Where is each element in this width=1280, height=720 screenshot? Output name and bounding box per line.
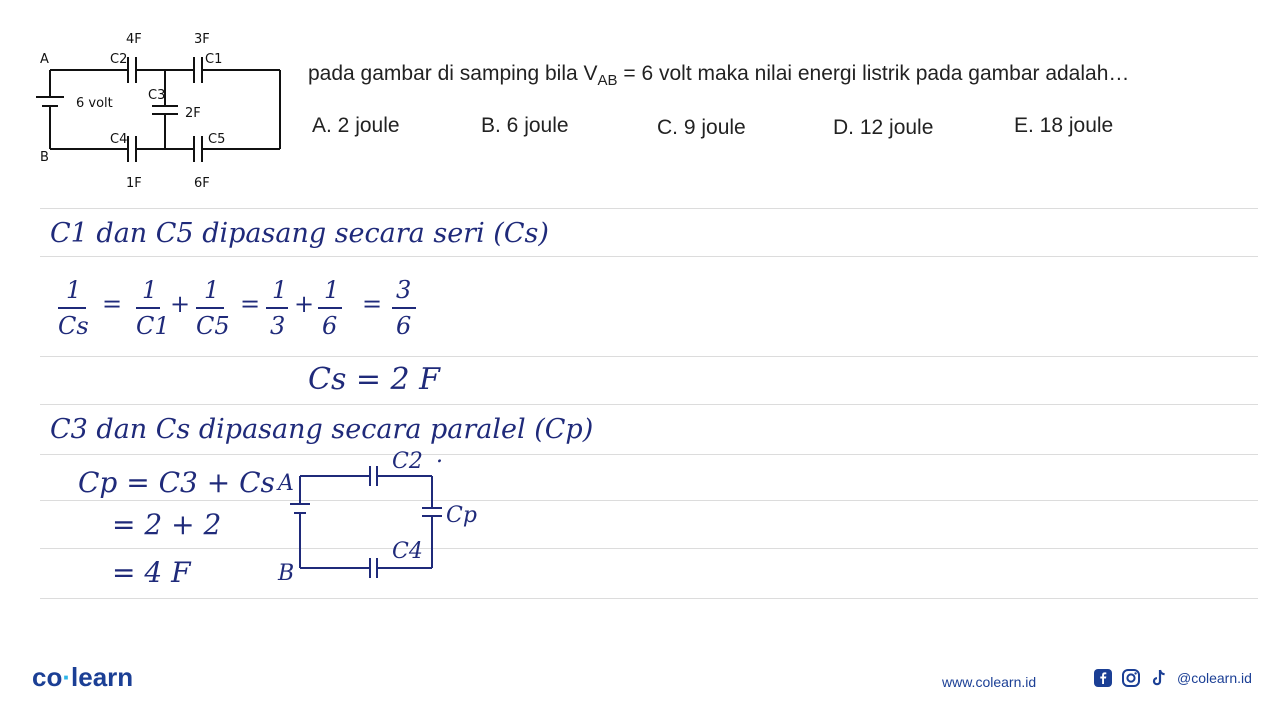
ruled-line: [40, 598, 1258, 599]
node-a-label: A: [40, 52, 49, 67]
option-d: D. 12 joule: [833, 116, 934, 139]
frac-lhs-num: 1: [66, 276, 82, 304]
mini-circuit-diagram: [276, 444, 486, 588]
node-b-label: B: [40, 150, 49, 165]
frac-eq1: =: [102, 290, 123, 318]
c3-name: C3: [148, 88, 166, 103]
frac-plus1: +: [170, 290, 191, 318]
question-subscript: AB: [597, 72, 618, 90]
c5-value: 6F: [194, 176, 210, 191]
option-e: E. 18 joule: [1014, 114, 1114, 137]
solution-cp-sum: = 2 + 2: [112, 508, 222, 541]
social-links: [1093, 668, 1252, 688]
frac-lhs-den: Cs: [58, 312, 89, 340]
circuit-diagram: [30, 25, 290, 195]
ruled-line: [40, 208, 1258, 209]
c4-value: 1F: [126, 176, 142, 191]
mini-c4-label: C4: [392, 539, 423, 564]
c2-value: 4F: [126, 32, 142, 47]
solution-cp-formula: Cp = C3 + Cs: [78, 466, 275, 499]
frac-4-den: 6: [322, 312, 338, 340]
facebook-icon[interactable]: [1093, 668, 1113, 688]
ruled-line: [40, 548, 1258, 549]
question-text: [308, 62, 1129, 89]
solution-line-series: C1 dan C5 dipasang secara seri (Cs): [50, 218, 549, 249]
c5-name: C5: [208, 132, 226, 147]
frac-eq2: =: [240, 290, 261, 318]
ruled-line: [40, 454, 1258, 455]
frac-2-num: 1: [204, 276, 220, 304]
question-text-after: = 6 volt maka nilai energi listrik pada gambar adalah…: [617, 62, 1130, 85]
frac-5-num: 3: [396, 276, 412, 304]
frac-eq3: =: [362, 290, 383, 318]
instagram-icon[interactable]: [1121, 668, 1141, 688]
frac-3-den: 3: [270, 312, 286, 340]
c1-name: C1: [205, 52, 223, 67]
tiktok-icon[interactable]: [1149, 668, 1169, 688]
option-b: B. 6 joule: [481, 114, 569, 137]
solution-cs-result: Cs = 2 F: [308, 362, 440, 397]
frac-5-den: 6: [396, 312, 412, 340]
mini-cp-label: Cp: [446, 503, 477, 528]
mini-node-a: A: [278, 471, 294, 496]
c4-name: C4: [110, 132, 128, 147]
ruled-line: [40, 356, 1258, 357]
logo-left: co: [32, 662, 63, 692]
ruled-line: [40, 500, 1258, 501]
frac-1-den: C1: [136, 312, 170, 340]
mini-c2-label: C2: [392, 449, 423, 474]
frac-3-num: 1: [272, 276, 288, 304]
ruled-line: [40, 256, 1258, 257]
solution-cp-result: = 4 F: [112, 556, 191, 589]
logo-right: learn: [71, 662, 134, 692]
colearn-logo: [32, 662, 133, 693]
source-label: 6 volt: [76, 96, 113, 111]
website-link[interactable]: www.colearn.id: [942, 674, 1037, 690]
option-a: A. 2 joule: [312, 114, 400, 137]
mini-node-b: B: [278, 561, 295, 586]
mini-mark: .: [436, 444, 443, 468]
c2-name: C2: [110, 52, 128, 67]
frac-plus2: +: [294, 290, 315, 318]
logo-dot: ·: [62, 662, 72, 692]
solution-line-parallel: C3 dan Cs dipasang secara paralel (Cp): [50, 414, 594, 445]
solution-fraction-line: [50, 268, 450, 352]
c1-value: 3F: [194, 32, 210, 47]
ruled-line: [40, 404, 1258, 405]
question-text-before: pada gambar di samping bila V: [308, 62, 598, 85]
c3-value: 2F: [185, 106, 201, 121]
frac-2-den: C5: [196, 312, 230, 340]
frac-1-num: 1: [142, 276, 158, 304]
option-c: C. 9 joule: [657, 116, 746, 139]
social-handle[interactable]: @colearn.id: [1177, 670, 1252, 686]
frac-4-num: 1: [324, 276, 340, 304]
